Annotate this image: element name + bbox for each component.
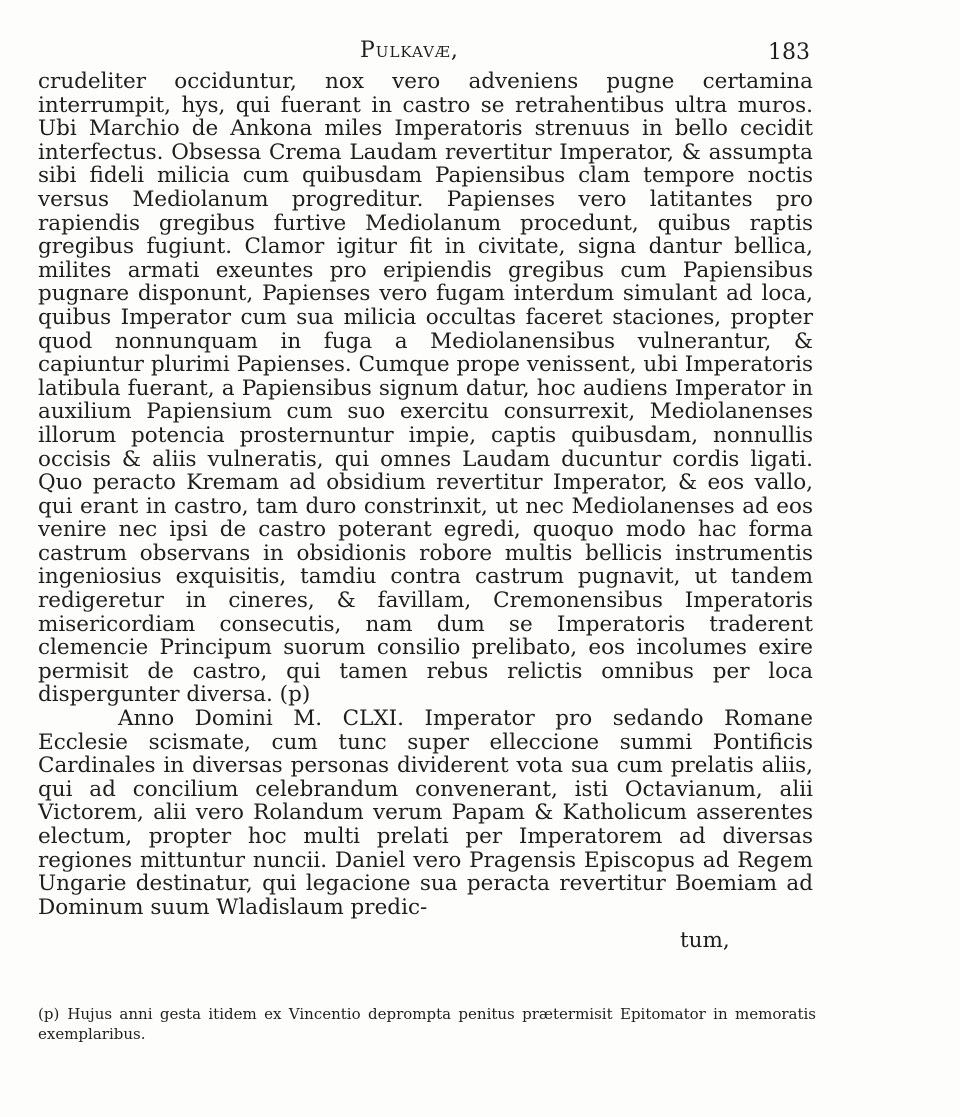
footnote [38,1004,816,1044]
running-title: Pulkavæ, [360,38,459,63]
page-number: 183 [768,40,810,65]
catchword: tum, [680,928,730,953]
footnote-text: Hujus anni gesta itidem ex Vincentio deprompta penitus prætermisit Epitomator in memoratis exemplaribus. [38,1005,816,1043]
running-head [0,34,960,66]
footnote-mark: (p) [38,1005,60,1023]
paragraph: crudeliter occiduntur, nox vero adveniens pugne certamina interrumpit, hys, qui fuerant in castro se retrahentibus ultra muros. Ubi Marchio de Ankona miles Imperatoris strenuus in bello cecidit interfectus. Obsessa Crema Laudam revertitur Imperator, & assumpta sibi fideli milicia cum quibusdam Papiensibus clam tempore noctis versus Mediolanum progreditur. Papienses vero latitantes pro rapiendis gregibus furtive Mediolanum procedunt, quibus raptis gregibus fugiunt. Clamor igitur fit in civitate, signa dantur bellica, milites armati exeuntes pro eripiendis gregibus cum Papiensibus pugnare disponunt, Papienses vero fugam interdum simulant ad loca, quibus Imperator cum sua milicia occultas faceret staciones, propter quod nonnunquam in fuga a Mediolanensibus vulnerantur, & capiuntur plurimi Papienses. Cumque prope venissent, ubi Imperatoris latibula fuerant, a Papiensibus signum datur, hoc audiens Imperator in auxilium Papiensium cum suo exercitu consurrexit, Mediolanenses illorum potencia prosternuntur impie, captis quibusdam, nonnullis occisis & aliis vulneratis, qui omnes Laudam ducuntur cordis ligati. Quo peracto Kremam ad obsidium revertitur Imperator, & eos vallo, qui erant in castro, tam duro constrinxit, ut nec Mediolanenses ad eos venire nec ipsi de castro poterant egredi, quoquo modo hac forma castrum observans in obsidionis robore multis bellicis instrumentis ingeniosius exquisitis, tamdiu contra castrum pugnavit, ut tandem redigeretur in cineres, & favillam, Cremonensibus Imperatoris misericordiam consecutis, nam dum se Imperatoris traderent clemencie Principum suorum consilio prelibato, eos incolumes exire permisit de castro, qui tamen rebus relictis omnibus per loca dispergunter diversa. (p) [38,69,813,708]
main-text [38,70,813,919]
paragraph: Anno Domini M. CLXI. Imperator pro sedando Romane Ecclesie scismate, cum tunc super elleccione summi Pontificis Cardinales in diversas personas dividerent vota sua cum prelatis aliis, qui ad concilium celebrandum convenerant, isti Octavianum, alii Victorem, alii vero Rolandum verum Papam & Katholicum asserentes electum, propter hoc multi prelati per Imperatorem ad diversas regiones mittuntur nuncii. Daniel vero Pragensis Episcopus ad Regem Ungarie destinatur, qui legacione sua peracta revertitur Boemiam ad Dominum suum Wladislaum predic- [38,706,813,920]
